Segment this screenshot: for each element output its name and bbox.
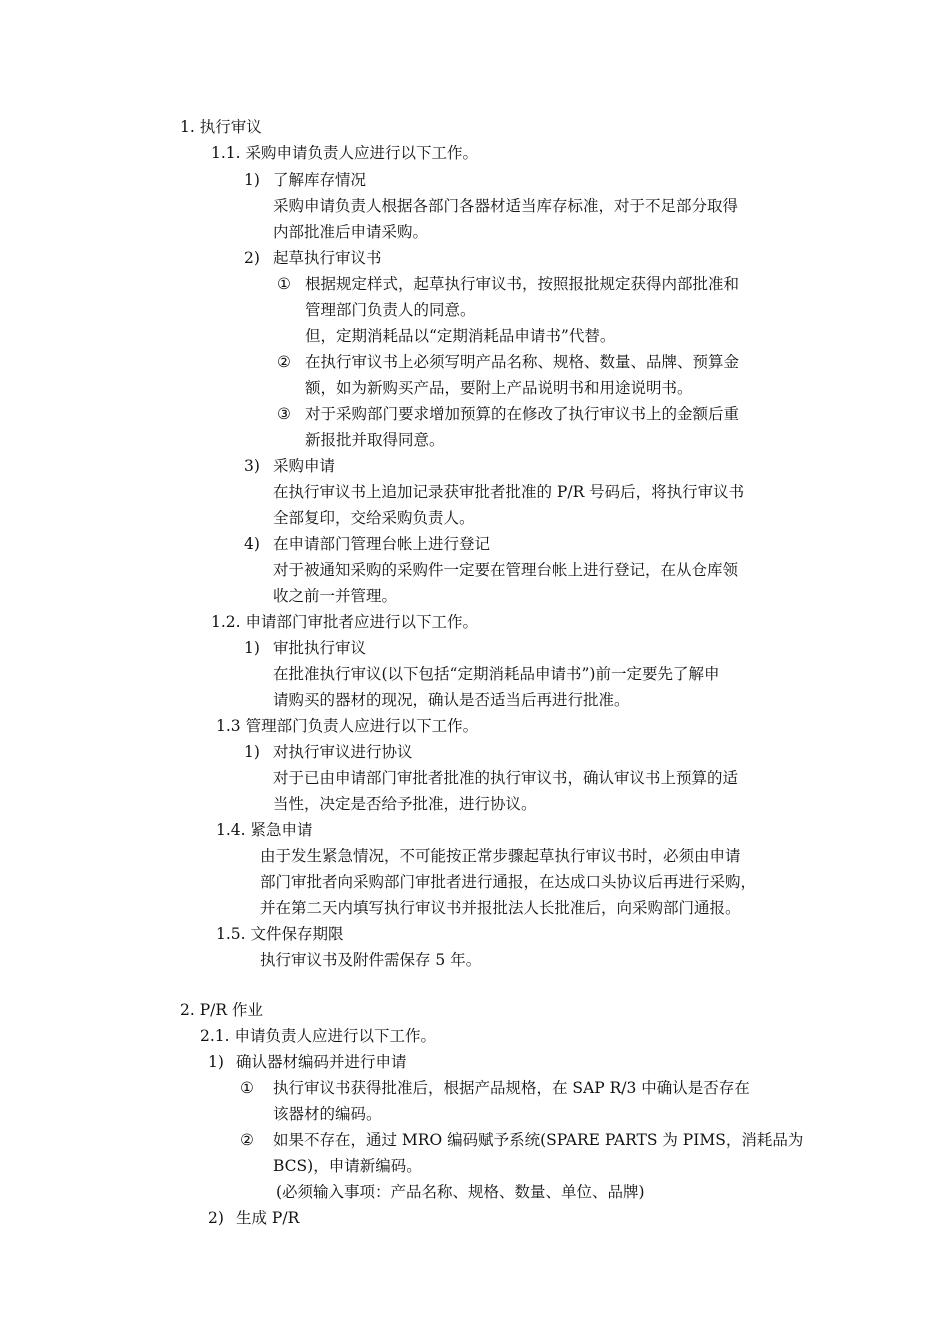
item-num: 2) (244, 249, 260, 267)
paragraph-line: 执行审议书获得批准后，根据产品规格，在 SAP R/3 中确认是否存在 (273, 1079, 750, 1097)
paragraph-line: 对于被通知采购的采购件一定要在管理台帐上进行登记，在从仓库领 (273, 561, 739, 579)
paragraph-line: (必须输入事项：产品名称、规格、数量、单位、品牌) (276, 1183, 645, 1201)
paragraph-line: BCS)，申请新编码。 (273, 1157, 422, 1175)
item-num: 1) (244, 639, 260, 657)
item-title: 在申请部门管理台帐上进行登记 (273, 535, 491, 553)
paragraph-line: 在批准执行审议(以下包括“定期消耗品申请书”)前一定要先了解申 (273, 665, 720, 683)
item-num: 1) (244, 171, 260, 189)
paragraph-line: 由于发生紧急情况，不可能按正常步骤起草执行审议书时，必须由申请 (260, 847, 741, 865)
circled-number-1: ① (277, 275, 291, 293)
item-num: 3) (244, 457, 260, 475)
circled-number-1: ① (240, 1079, 254, 1097)
item-num: 1) (244, 743, 260, 761)
item-title: 对执行审议进行协议 (273, 743, 413, 761)
paragraph-line: 内部批准后申请采购。 (273, 223, 429, 241)
paragraph-line: 根据规定样式，起草执行审议书，按照报批规定获得内部批准和 (305, 275, 740, 293)
paragraph-line: 在执行审议书上必须写明产品名称、规格、数量、品牌、预算金 (305, 353, 740, 371)
section-1-title: 1. 执行审议 (180, 118, 262, 136)
subsection-1-4-heading: 1.4. 紧急申请 (216, 821, 313, 839)
paragraph-line: 采购申请负责人根据各部门各器材适当库存标准，对于不足部分取得 (273, 197, 739, 215)
item-title: 起草执行审议书 (273, 249, 382, 267)
paragraph-line: 如果不存在，通过 MRO 编码赋予系统(SPARE PARTS 为 PIMS，消耗品为 (273, 1131, 804, 1149)
paragraph-line: 该器材的编码。 (273, 1105, 382, 1123)
paragraph-line: 全部复印，交给采购负责人。 (273, 509, 475, 527)
paragraph-line: 对于采购部门要求增加预算的在修改了执行审议书上的金额后重 (305, 405, 740, 423)
paragraph-line: 请购买的器材的现况，确认是否适当后再进行批准。 (273, 691, 630, 709)
paragraph-line: 对于已由申请部门审批者批准的执行审议书，确认审议书上预算的适 (273, 769, 739, 787)
item-num: 2) (208, 1209, 224, 1227)
subsection-2-1-heading: 2.1. 申请负责人应进行以下工作。 (200, 1027, 437, 1045)
circled-number-2: ② (277, 353, 291, 371)
circled-number-2: ② (240, 1131, 254, 1149)
subsection-1-1-heading: 1.1. 采购申请负责人应进行以下工作。 (211, 144, 479, 162)
paragraph-line: 执行审议书及附件需保存 5 年。 (260, 951, 482, 969)
subsection-1-2-heading: 1.2. 申请部门审批者应进行以下工作。 (211, 613, 479, 631)
item-title: 审批执行审议 (273, 639, 367, 657)
section-2-title: 2. P/R 作业 (180, 1001, 263, 1019)
paragraph-line: 收之前一并管理。 (273, 587, 398, 605)
item-title: 采购申请 (273, 457, 336, 475)
paragraph-line: 在执行审议书上追加记录获审批者批准的 P/R 号码后，将执行审议书 (273, 483, 745, 501)
item-num: 1) (208, 1053, 224, 1071)
paragraph-line: 管理部门负责人的同意。 (305, 301, 476, 319)
item-title: 了解库存情况 (273, 171, 367, 189)
paragraph-line: 并在第二天内填写执行审议书并报批法人长批准后，向采购部门通报。 (260, 899, 741, 917)
paragraph-line: 当性，决定是否给予批准，进行协议。 (273, 795, 537, 813)
item-title: 生成 P/R (236, 1209, 300, 1227)
paragraph-line: 额，如为新购买产品，要附上产品说明书和用途说明书。 (305, 379, 693, 397)
paragraph-line: 部门审批者向采购部门审批者进行通报，在达成口头协议后再进行采购， (260, 873, 757, 891)
paragraph-line: 新报批并取得同意。 (305, 431, 445, 449)
subsection-1-5-heading: 1.5. 文件保存期限 (216, 925, 344, 943)
item-num: 4) (244, 535, 260, 553)
subsection-1-3-heading: 1.3 管理部门负责人应进行以下工作。 (216, 717, 479, 735)
paragraph-line: 但，定期消耗品以“定期消耗品申请书”代替。 (305, 327, 616, 345)
circled-number-3: ③ (277, 405, 291, 423)
item-title: 确认器材编码并进行申请 (236, 1053, 407, 1071)
